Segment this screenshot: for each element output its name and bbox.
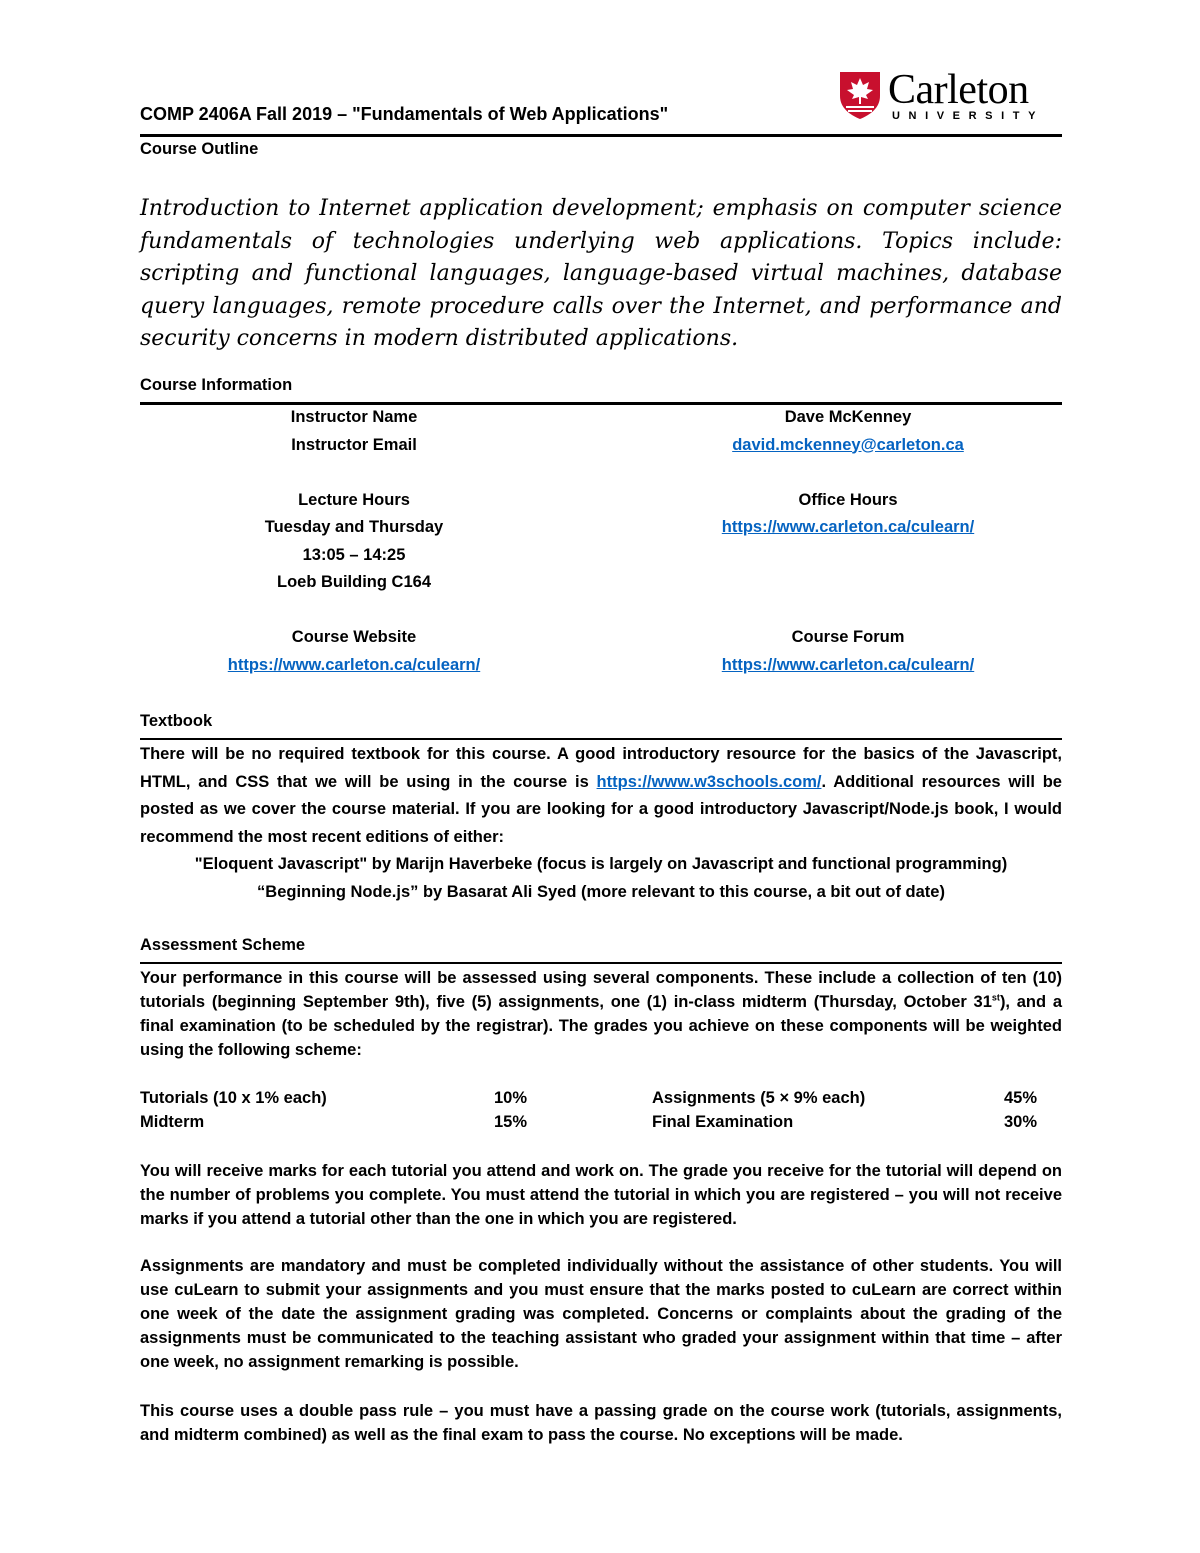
instructor-email-label: Instructor Email xyxy=(291,435,417,454)
grade-component: Assignments (5 × 9% each) xyxy=(652,1089,866,1107)
spacer xyxy=(154,597,554,625)
spacer xyxy=(648,569,1048,597)
assignments-paragraph: Assignments are mandatory and must be completed individually without the assistance of other students. You will use cuLearn to submit your assignments and you must ensure that the marks posted to cuLearn are correct within one week of the date the assignment grading was completed. Concerns or complaints about the grading of the assignments must be communicated to the teaching assistant who graded your assignment within that time – after one week, no assignment remarking is possible. xyxy=(140,1257,1062,1371)
instructor-email-link[interactable]: david.mckenney@carleton.ca xyxy=(732,435,964,454)
course-website-label: Course Website xyxy=(291,628,417,646)
lecture-days: Tuesday and Thursday xyxy=(264,518,444,536)
book-beginning-node: “Beginning Node.js” by Basarat Ali Syed (more relevant to this course, a bit out of date) xyxy=(257,882,945,901)
textbook-text-b: . Additional resources will be posted as we cover the course material. If you are looking for a good introductory Javascript/Node.js book, I would recommend the most recent editions of either: xyxy=(140,772,1062,846)
spacer xyxy=(648,459,1048,487)
info-right-column xyxy=(648,404,1048,679)
assessment-scheme-label: Assessment Scheme xyxy=(140,936,306,954)
w3schools-link[interactable]: https://www.w3schools.com/ xyxy=(596,772,822,791)
course-outline-label: Course Outline xyxy=(140,140,259,158)
course-description: Introduction to Internet application development; emphasis on computer science fundamentals of technologies underlying web applications. Topics include: scripting and functional languages, language-based virtual machines, database query languages, remote procedure calls over the Internet, and performance and security concerns in modern distributed applications. xyxy=(140,196,1062,351)
info-left-column xyxy=(154,404,554,679)
instructor-name: Dave McKenney xyxy=(784,408,912,426)
spacer xyxy=(154,459,554,487)
assessment-intro xyxy=(140,966,1062,1062)
textbook-label: Textbook xyxy=(140,712,213,730)
course-forum-link[interactable]: https://www.carleton.ca/culearn/ xyxy=(721,655,975,674)
course-website-link[interactable]: https://www.carleton.ca/culearn/ xyxy=(227,655,481,674)
spacer xyxy=(648,597,1048,625)
assessment-intro-b: ), and a final examination (to be scheduled by the registrar). The grades you achieve on these components will be weighted using the following scheme: xyxy=(140,993,1062,1059)
grade-row xyxy=(140,1110,1062,1134)
textbook-text-a: There will be no required textbook for this course. A good introductory resource for the basics of the Javascript, HTML, and CSS that we will be using in the course is xyxy=(140,745,1062,791)
grade-weight: 10% xyxy=(494,1089,528,1107)
book-eloquent-javascript: "Eloquent Javascript" by Marijn Haverbeke (focus is largely on Javascript and functional programming) xyxy=(194,855,1008,873)
grade-weights-table xyxy=(140,1086,1062,1134)
grade-component: Midterm xyxy=(140,1113,205,1131)
tutorial-paragraph: You will receive marks for each tutorial you attend and work on. The grade you receive for the tutorial will depend on the number of problems you complete. You must attend the tutorial in which you are registered – you will not receive marks if you attend a tutorial other than the one in which you are registered. xyxy=(140,1162,1062,1228)
assessment-intro-a: Your performance in this course will be assessed using several components. These include a collection of ten (10) tutorials (beginning September 9th), five (5) assignments, one (1) in-class midterm (Thursday, October 31 xyxy=(140,969,1062,1011)
double-pass-paragraph: This course uses a double pass rule – you must have a passing grade on the course work (tutorials, assignments, and midterm combined) as well as the final exam to pass the course. No exceptions will be made. xyxy=(140,1402,1062,1444)
logo-subtitle: UNIVERSITY xyxy=(892,110,1045,122)
course-forum-label: Course Forum xyxy=(791,628,905,646)
header-rule xyxy=(140,134,1062,137)
carleton-logo xyxy=(836,66,1046,126)
logo-name: Carleton xyxy=(888,67,1029,113)
spacer xyxy=(648,542,1048,570)
instructor-name-label: Instructor Name xyxy=(290,408,418,426)
grade-weight: 30% xyxy=(1004,1113,1038,1131)
document-title: COMP 2406A Fall 2019 – "Fundamentals of Web Applications" xyxy=(140,104,669,124)
lecture-hours-label: Lecture Hours xyxy=(298,490,410,509)
document-header xyxy=(140,66,1062,136)
ordinal-suffix: st xyxy=(991,992,1000,1003)
textbook-paragraph xyxy=(140,741,1062,906)
textbook-rule xyxy=(140,738,1062,740)
grade-weight: 15% xyxy=(494,1113,528,1131)
carleton-shield-icon xyxy=(838,70,882,120)
office-hours-link[interactable]: https://www.carleton.ca/culearn/ xyxy=(721,518,975,536)
grade-row xyxy=(140,1086,1062,1110)
office-hours-label: Office Hours xyxy=(798,490,898,509)
lecture-time: 13:05 – 14:25 xyxy=(302,545,406,564)
assessment-rule xyxy=(140,962,1062,964)
grade-component: Final Examination xyxy=(652,1113,794,1131)
grade-component: Tutorials (10 x 1% each) xyxy=(140,1089,327,1107)
lecture-location: Loeb Building C164 xyxy=(276,573,431,591)
course-information-label: Course Information xyxy=(140,376,293,394)
grade-weight: 45% xyxy=(1004,1089,1038,1107)
